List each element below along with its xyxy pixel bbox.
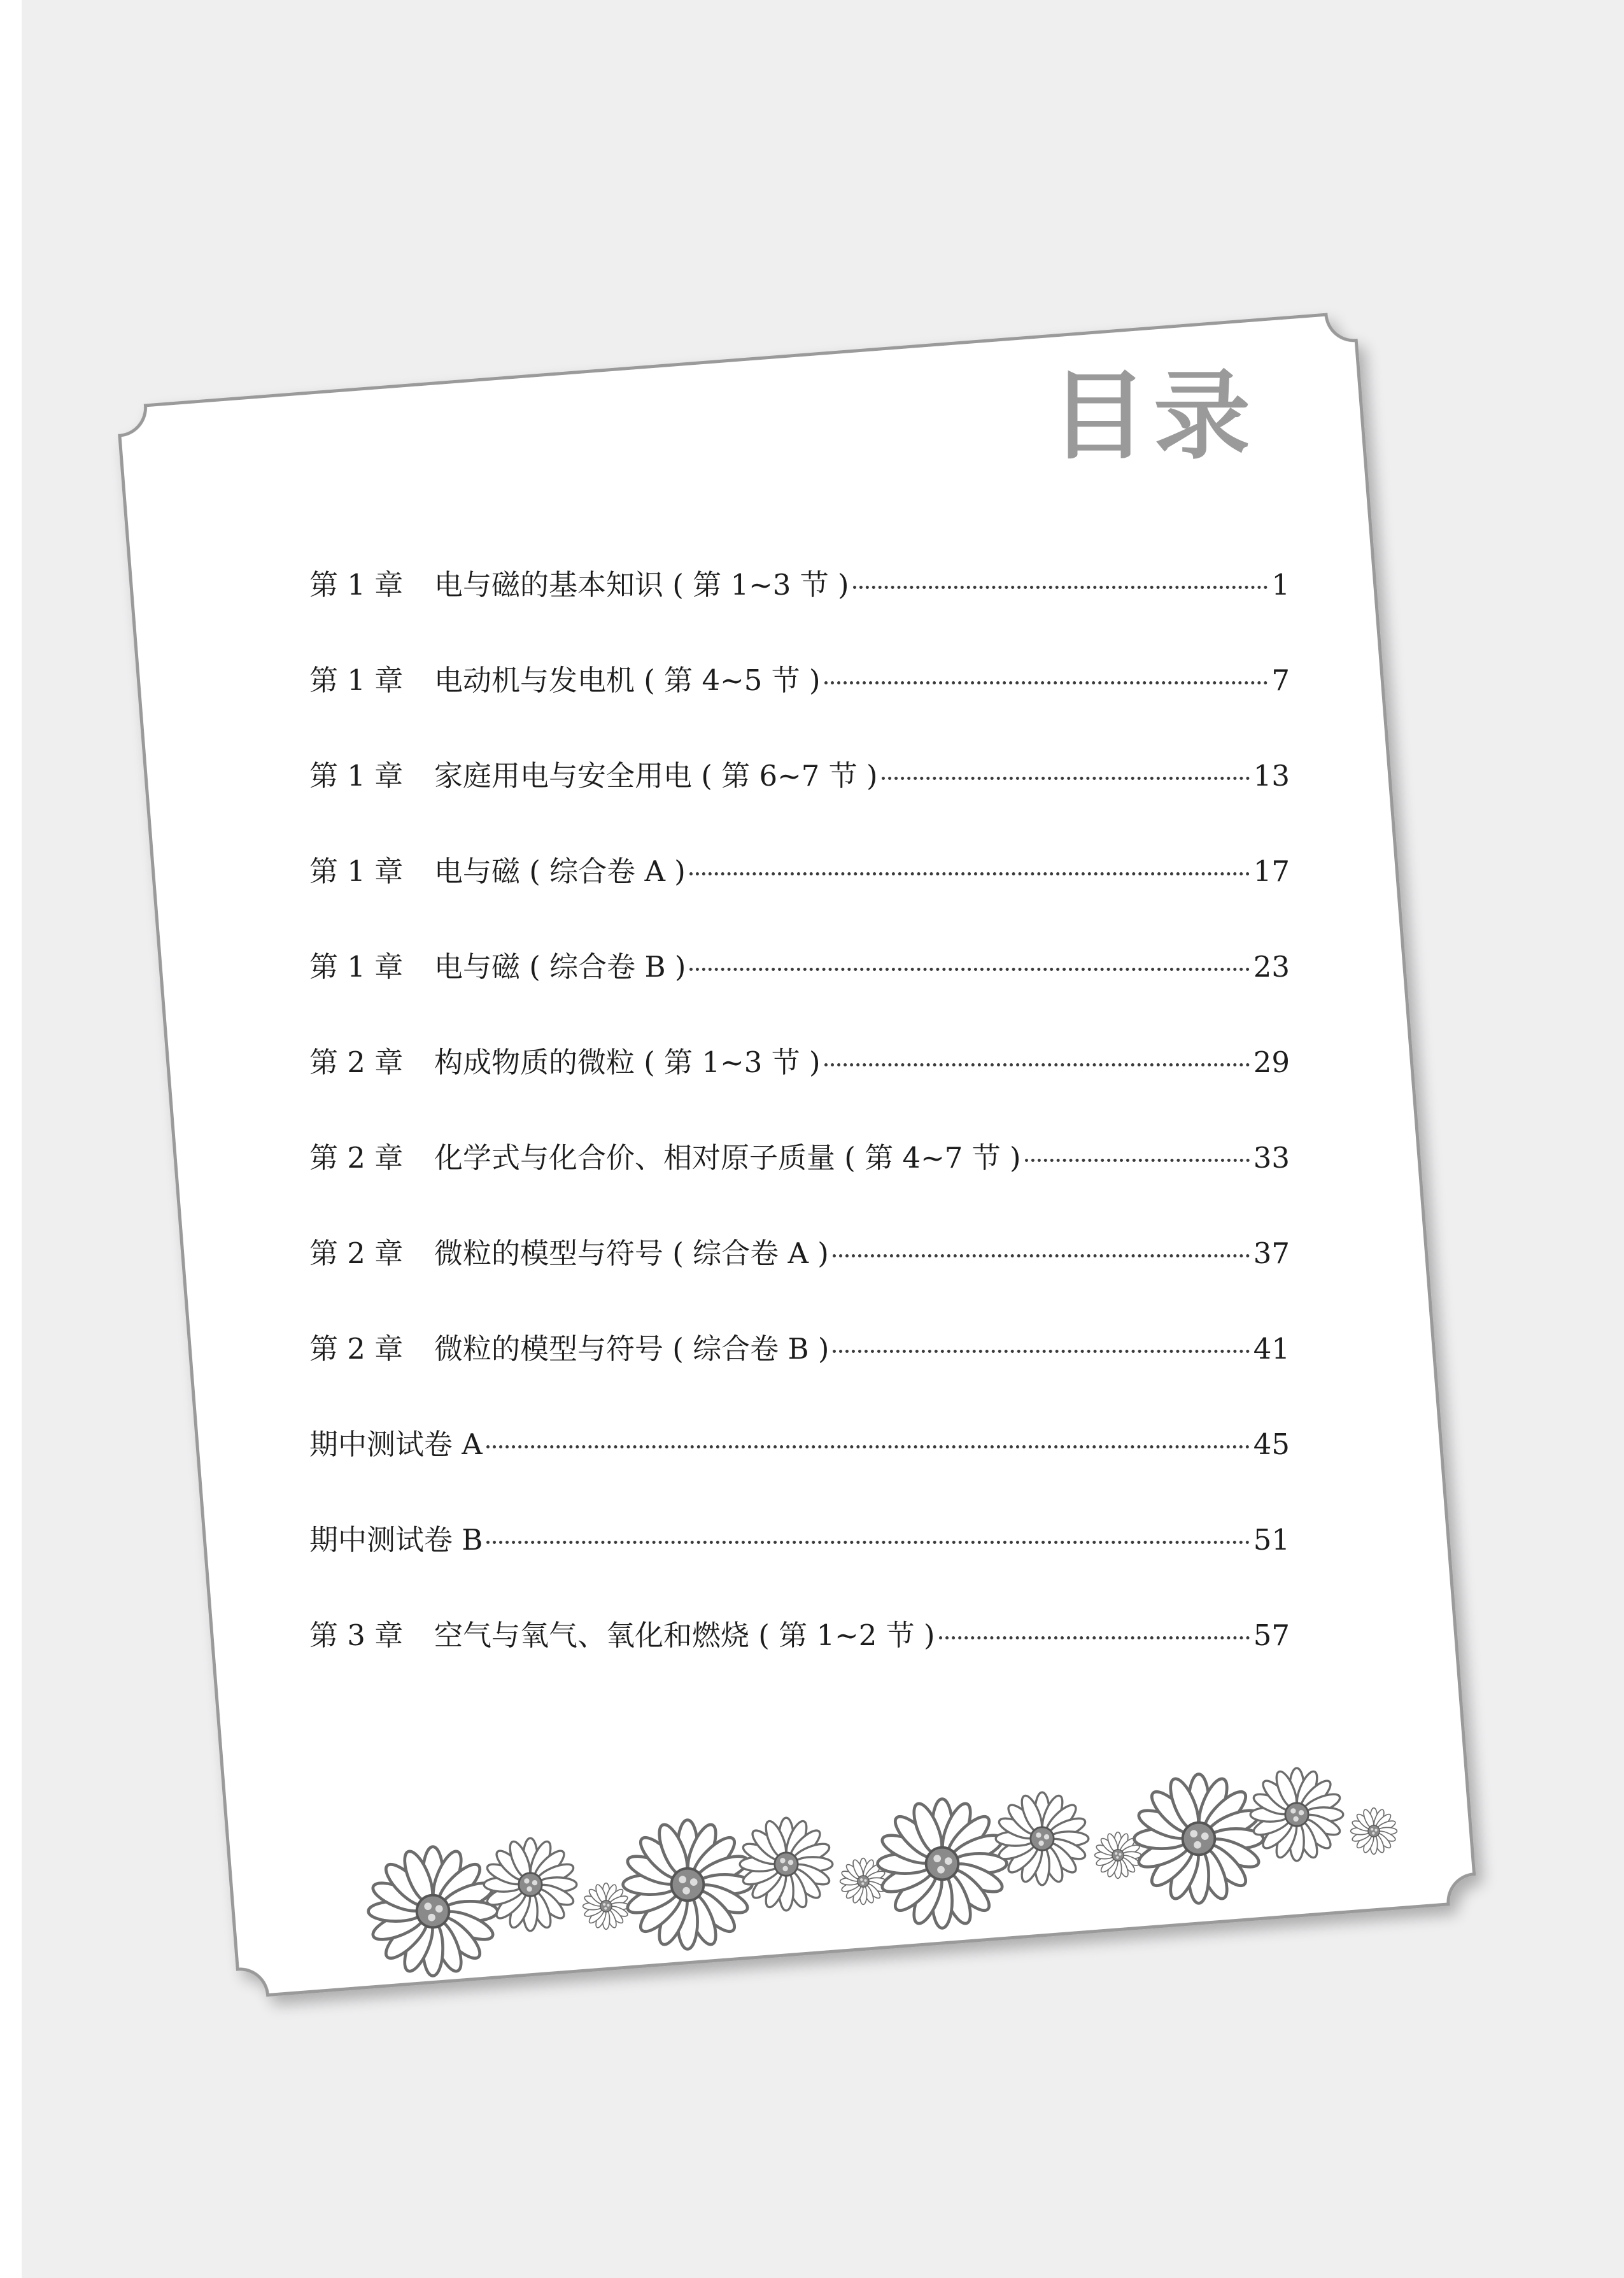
toc-chapter: 第 1 章	[309, 759, 404, 793]
table-of-contents	[309, 357, 1290, 1725]
toc-item[interactable]	[309, 562, 1290, 657]
toc-title: 微粒的模型与符号 ( 综合卷 A )	[434, 1236, 829, 1270]
toc-page-number: 51	[1253, 1523, 1290, 1557]
dot-leader	[833, 1254, 1250, 1257]
toc-chapter: 第 2 章	[309, 1332, 404, 1366]
dot-leader	[824, 681, 1268, 684]
toc-chapter: 第 1 章	[309, 950, 404, 984]
dot-leader	[939, 1636, 1250, 1639]
toc-item[interactable]	[309, 1517, 1290, 1612]
toc-chapter: 第 1 章	[309, 568, 404, 602]
toc-page-number: 1	[1271, 568, 1290, 602]
dot-leader	[833, 1350, 1249, 1353]
toc-page-number: 17	[1253, 854, 1290, 888]
dot-leader	[882, 777, 1250, 780]
toc-item[interactable]	[309, 1135, 1290, 1230]
dot-leader	[853, 586, 1268, 589]
toc-item[interactable]	[309, 1421, 1290, 1517]
toc-chapter: 第 2 章	[309, 1236, 404, 1270]
toc-title: 电与磁 ( 综合卷 B )	[434, 950, 686, 984]
dot-leader	[486, 1445, 1250, 1448]
toc-page-number: 45	[1253, 1427, 1290, 1461]
dot-leader	[486, 1541, 1249, 1544]
toc-item[interactable]	[309, 657, 1290, 753]
toc-title: 期中测试卷 B	[309, 1523, 483, 1557]
toc-page-number: 13	[1253, 759, 1290, 793]
toc-item[interactable]	[309, 1326, 1290, 1421]
page-title: 目录	[1050, 360, 1257, 472]
toc-page-number: 7	[1271, 663, 1290, 697]
toc-title: 电动机与发电机 ( 第 4~5 节 )	[434, 663, 821, 697]
toc-item[interactable]	[309, 848, 1290, 944]
toc-page-number: 37	[1253, 1236, 1290, 1270]
toc-title: 微粒的模型与符号 ( 综合卷 B )	[434, 1332, 830, 1366]
toc-title: 电与磁 ( 综合卷 A )	[434, 854, 686, 888]
toc-list	[309, 562, 1290, 1708]
toc-page-number: 33	[1253, 1141, 1290, 1175]
toc-item[interactable]	[309, 1230, 1290, 1326]
toc-page-number: 23	[1253, 950, 1290, 984]
toc-chapter: 第 2 章	[309, 1141, 404, 1175]
toc-item[interactable]	[309, 753, 1290, 848]
toc-title: 空气与氧气、氧化和燃烧 ( 第 1~2 节 )	[434, 1618, 935, 1652]
toc-chapter: 第 1 章	[309, 663, 404, 697]
toc-title: 化学式与化合价、相对原子质量 ( 第 4~7 节 )	[434, 1141, 1021, 1175]
toc-title: 期中测试卷 A	[309, 1427, 483, 1461]
toc-title: 构成物质的微粒 ( 第 1~3 节 )	[434, 1045, 821, 1079]
toc-page-number: 57	[1253, 1618, 1290, 1652]
toc-chapter: 第 2 章	[309, 1045, 404, 1079]
toc-title: 家庭用电与安全用电 ( 第 6~7 节 )	[434, 759, 878, 793]
dot-leader	[824, 1063, 1250, 1066]
toc-item[interactable]	[309, 1612, 1290, 1708]
dot-leader	[689, 872, 1250, 875]
toc-title: 电与磁的基本知识 ( 第 1~3 节 )	[434, 568, 849, 602]
dot-leader	[689, 968, 1249, 971]
toc-chapter: 第 3 章	[309, 1618, 404, 1652]
toc-page-number: 29	[1253, 1045, 1290, 1079]
toc-chapter: 第 1 章	[309, 854, 404, 888]
toc-item[interactable]	[309, 944, 1290, 1039]
toc-item[interactable]	[309, 1039, 1290, 1135]
dot-leader	[1025, 1159, 1250, 1162]
toc-page-number: 41	[1253, 1332, 1290, 1366]
